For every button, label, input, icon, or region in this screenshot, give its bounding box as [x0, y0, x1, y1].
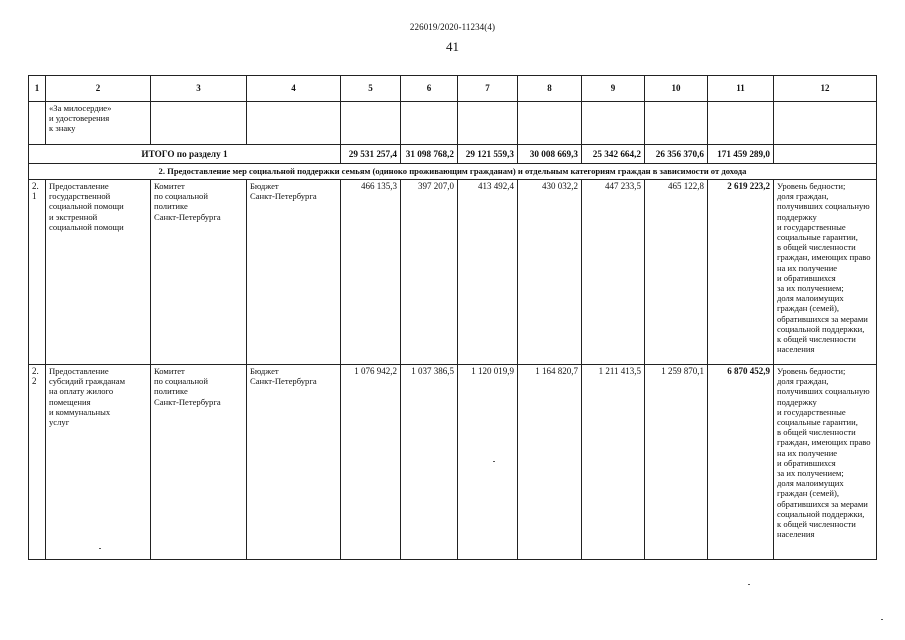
column-header: 11	[708, 76, 774, 102]
funding-source-cell: Бюджет Санкт-Петербурга	[247, 180, 341, 365]
year-value-cell: 413 492,4	[458, 180, 518, 365]
total-value: 31 098 768,2	[401, 145, 458, 164]
row-total-cell: 2 619 223,2	[708, 180, 774, 365]
total-value: 29 121 559,3	[458, 145, 518, 164]
row-total-cell: 6 870 452,9	[708, 365, 774, 560]
scan-speck	[881, 619, 883, 620]
column-header-row	[29, 76, 877, 102]
column-header: 2	[46, 76, 151, 102]
total-value: 171 459 289,0	[708, 145, 774, 164]
year-value-cell: 1 037 386,5	[401, 365, 458, 560]
year-value-cell: 466 135,3	[341, 180, 401, 365]
row-number: 2.1	[29, 180, 46, 365]
year-value-cell: 1 120 019,9	[458, 365, 518, 560]
total-row	[29, 145, 877, 164]
year-value-cell: 1 164 820,7	[518, 365, 582, 560]
table-row	[29, 365, 877, 560]
column-header: 10	[645, 76, 708, 102]
table-cell	[29, 102, 46, 145]
column-header: 8	[518, 76, 582, 102]
scan-speck	[493, 461, 495, 462]
table-cell	[247, 102, 341, 145]
column-header: 3	[151, 76, 247, 102]
page-number: 41	[446, 39, 459, 54]
table-cell	[458, 102, 518, 145]
row-number: 2.2	[29, 365, 46, 560]
table-cell	[774, 102, 877, 145]
program-table	[28, 75, 877, 560]
total-value: 30 008 669,3	[518, 145, 582, 164]
year-value-cell: 447 233,5	[582, 180, 645, 365]
table-cell	[341, 102, 401, 145]
scan-speck	[748, 584, 750, 585]
year-value-cell: 1 211 413,5	[582, 365, 645, 560]
section-title: 2. Предоставление мер социальной поддержки семьям (одиноко проживающим гражданам) и отдельным категориям граждан в зависимости от дохода	[29, 164, 877, 180]
year-value-cell: 1 076 942,2	[341, 365, 401, 560]
column-header: 4	[247, 76, 341, 102]
executor-cell: Комитет по социальной политике Санкт-Петербурга	[151, 180, 247, 365]
table-cell	[708, 102, 774, 145]
document-id: 226019/2020-11234(4)	[409, 22, 496, 32]
total-value: 26 356 370,6	[645, 145, 708, 164]
indicator-cell: Уровень бедности; доля граждан, получивших социальную поддержку и государственные социальные гарантии, в общей численности граждан, имеющих право на их получение и обратившихся за их получением; доля малоимущих граждан (семей), обратившихся за мерами социальной поддержки, к общей численности населения	[774, 365, 877, 560]
column-header: 12	[774, 76, 877, 102]
table-cell	[518, 102, 582, 145]
total-value: 29 531 257,4	[341, 145, 401, 164]
total-value: 25 342 664,2	[582, 145, 645, 164]
measure-name-cell: «За милосердие» и удостоверения к знаку	[46, 102, 151, 145]
funding-source-cell: Бюджет Санкт-Петербурга	[247, 365, 341, 560]
year-value-cell: 1 259 870,1	[645, 365, 708, 560]
column-header: 6	[401, 76, 458, 102]
year-value-cell: 397 207,0	[401, 180, 458, 365]
scan-speck	[99, 548, 101, 549]
table-cell	[151, 102, 247, 145]
column-header: 1	[29, 76, 46, 102]
measure-name-cell: Предоставление субсидий гражданам на оплату жилого помещения и коммунальных услуг	[46, 365, 151, 560]
table-cell	[401, 102, 458, 145]
column-header: 5	[341, 76, 401, 102]
year-value-cell: 430 032,2	[518, 180, 582, 365]
column-header: 7	[458, 76, 518, 102]
section-row	[29, 164, 877, 180]
continuation-row	[29, 102, 877, 145]
table-cell	[774, 145, 877, 164]
executor-cell: Комитет по социальной политике Санкт-Петербурга	[151, 365, 247, 560]
table-cell	[582, 102, 645, 145]
table-cell	[645, 102, 708, 145]
table-row	[29, 180, 877, 365]
measure-name-cell: Предоставление государственной социальной помощи и экстренной социальной помощи	[46, 180, 151, 365]
indicator-cell: Уровень бедности; доля граждан, получивших социальную поддержку и государственные социальные гарантии, в общей численности граждан, имеющих право на их получение и обратившихся за их получением; доля малоимущих граждан (семей), обратившихся за мерами социальной поддержки, к общей численности населения	[774, 180, 877, 365]
total-label: ИТОГО по разделу 1	[29, 145, 341, 164]
year-value-cell: 465 122,8	[645, 180, 708, 365]
column-header: 9	[582, 76, 645, 102]
